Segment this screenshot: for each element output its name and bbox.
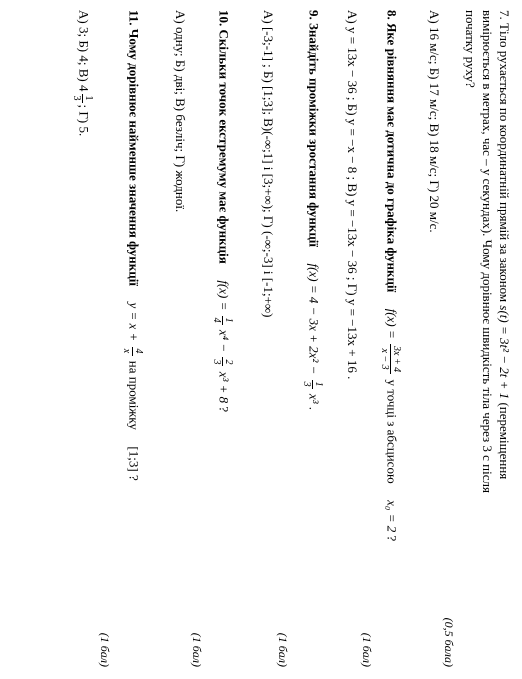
q7-line2: вимірюється в метрах, час – у секундах). Чому дорівнює швидкість тіла через 3 с після <box>480 10 495 493</box>
q8-points: (1 бал) <box>360 632 374 667</box>
q11-frac-num: 4 <box>133 348 144 354</box>
q11-ans-den: 3 <box>71 95 82 101</box>
q8-tail: у точці з абсцисою <box>384 379 400 484</box>
q8-line <box>379 10 402 541</box>
q11-tail: на проміжку <box>126 360 142 430</box>
q11-fraction <box>121 347 144 356</box>
q9-func-tail: x³ <box>306 393 322 404</box>
q9-answers: А) [-3;-1] ; Б) [1;3]; В)(-∞;1] і [3;+∞); Г) (-∞;-3] і [-1;+∞) <box>261 10 276 318</box>
q9-line <box>301 10 324 410</box>
q11-answers-a: А) 3; Б) 4; В) <box>76 10 92 82</box>
q11-ans-num: 1 <box>83 95 94 101</box>
q8-frac-den: x − 3 <box>379 348 390 370</box>
q11-func-lhs: y = x + <box>126 302 142 342</box>
q8-frac-num: 3x + 4 <box>391 346 402 373</box>
q11-ans-whole: 4 <box>76 85 92 92</box>
q7-line3: початку руху? <box>463 10 478 88</box>
q8-qmark: ? <box>384 535 400 542</box>
q11-interval: [1;3] <box>126 446 142 472</box>
q11-line <box>121 10 144 481</box>
q7-points: (0,5 бала) <box>442 617 456 667</box>
q10-term2: x³ + 8 <box>216 371 232 404</box>
q7-answers: А) 16 м/с; Б) 17 м/с; В) 18 м/с; Г) 20 м/с. <box>427 10 442 233</box>
q7-prompt-tail: (переміщення <box>497 402 512 480</box>
q10-qmark: ? <box>216 406 232 413</box>
q8-prompt: 8. Яке рівняння має дотична до графіка функції <box>384 10 400 293</box>
q9-points: (1 бал) <box>276 632 290 667</box>
q9-frac-den: 3 <box>301 381 312 387</box>
q10-answers: А) одну; Б) дві; В) безліч; Г) жодної. <box>173 10 188 213</box>
q11-frac-den: x <box>121 348 132 354</box>
q8-x0: x₀ = 2 <box>384 500 400 533</box>
q10-term1: x⁴ − <box>216 329 232 353</box>
q10-frac2-den: 3 <box>211 359 222 365</box>
q10-frac1-num: 1 <box>223 317 234 323</box>
q8-fraction <box>379 344 402 374</box>
q10-line <box>211 10 234 412</box>
q10-frac2-num: 2 <box>223 359 234 365</box>
q9-prompt: 9. Знайдіть проміжки зростання функції <box>306 10 322 248</box>
q9-frac-num: 1 <box>313 381 324 387</box>
q10-frac1-den: 4 <box>211 317 222 323</box>
q11-qmark: ? <box>126 474 142 481</box>
q9-fraction <box>301 380 324 389</box>
q7-line1 <box>497 10 512 479</box>
q9-dot: . <box>306 406 322 411</box>
q7-formula: s(t) = 3t² − 2t + 1 <box>497 305 512 400</box>
q7-prompt: 7. Тіло рухається по координатній прямій за законом <box>497 10 512 303</box>
q11-answers-b: ; Г) 5. <box>76 104 92 137</box>
q10-fraction-1 <box>211 316 234 325</box>
q10-points: (1 бал) <box>190 632 204 667</box>
q8-answers: А) y = 13x − 36 ; Б) y = −x − 8 ; В) y = −13x − 36 ; Г) y = −13x + 16 . <box>345 10 360 380</box>
q11-answers <box>71 10 94 136</box>
q10-func-lhs: f(x) = <box>216 280 232 311</box>
q11-ans-fraction <box>71 94 94 103</box>
q10-fraction-2 <box>211 357 234 366</box>
q9-func-lhs: f(x) = 4 − 3x + 2x² − <box>306 263 322 375</box>
q10-prompt: 10. Скільки точок екстремуму має функція <box>216 10 232 264</box>
q11-prompt: 11. Чому дорівнює найменше значення функції <box>126 10 142 286</box>
q8-func-lhs: f(x) = <box>384 308 400 339</box>
q11-points: (1 бал) <box>98 632 112 667</box>
